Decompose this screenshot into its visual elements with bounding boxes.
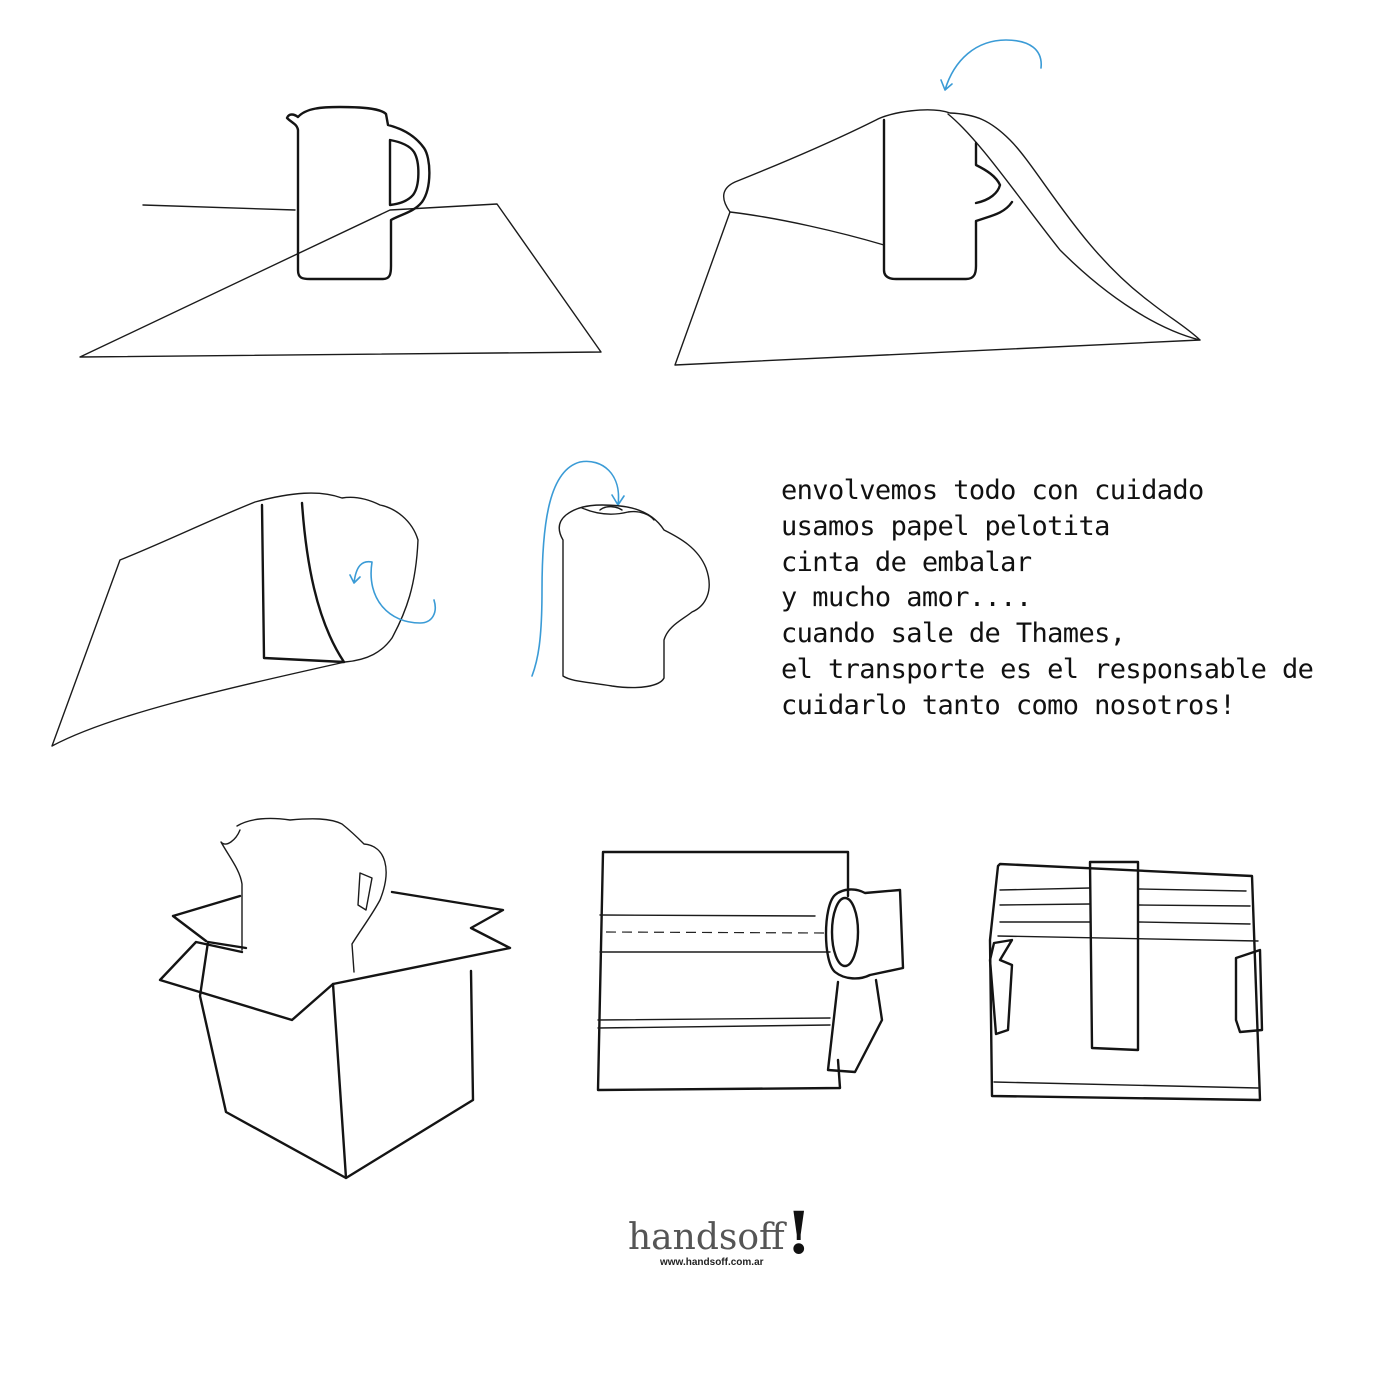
caption-line: usamos papel pelotita	[781, 510, 1110, 542]
step-sealed-box	[990, 862, 1262, 1100]
tape-roll-hole	[832, 898, 858, 966]
pitcher-handle-inner	[390, 140, 418, 205]
box-seam-dashed	[606, 932, 825, 933]
caption-line: cinta de embalar	[781, 546, 1032, 578]
pitcher-wrapped-body	[262, 503, 344, 662]
fold-arrow	[941, 40, 1041, 90]
paper-sheet	[80, 204, 601, 357]
bundle-top-twist	[582, 507, 654, 520]
caption-line: cuando sale de Thames,	[781, 618, 1126, 650]
pitcher-outline-2	[884, 120, 1012, 279]
box-flap-lines	[598, 915, 830, 1028]
logo-url: www.handsoff.com.ar	[660, 1257, 764, 1268]
fold-crease	[730, 114, 1200, 340]
bundle-outline	[559, 505, 709, 688]
paper-sheet-folded	[675, 110, 1200, 365]
tape-strip	[828, 980, 882, 1072]
sealed-box-flaps	[994, 888, 1258, 1088]
caption-line: cuidarlo tanto como nosotros!	[781, 689, 1236, 721]
caption-line: el transporte es el responsable de	[781, 653, 1314, 685]
paper-wrap-sides	[52, 493, 418, 746]
sealed-box-outline	[990, 864, 1260, 1100]
side-tape-left	[990, 940, 1012, 1034]
caption-text	[781, 473, 1313, 724]
caption-line: y mucho amor....	[781, 582, 1032, 614]
step-taping-box	[598, 852, 903, 1090]
pitcher-outline	[287, 107, 429, 279]
wrap-arrow	[350, 562, 435, 623]
closed-box-front	[598, 852, 848, 1090]
handsoff-logo	[628, 1199, 828, 1285]
top-tape-strip	[1090, 862, 1138, 1050]
step-bundle-in-box	[160, 818, 510, 1178]
step-wrapped-bundle	[532, 461, 709, 687]
step-wrap-sides	[52, 493, 435, 746]
logo-wordmark: handsoff	[628, 1217, 785, 1258]
step-pitcher-on-paper	[80, 107, 601, 357]
logo-exclamation: !	[786, 1199, 812, 1267]
bundle-arrow	[532, 461, 624, 676]
step-fold-over	[675, 40, 1200, 365]
box-body	[200, 942, 473, 1178]
caption-line: envolvemos todo con cuidado	[781, 475, 1204, 506]
